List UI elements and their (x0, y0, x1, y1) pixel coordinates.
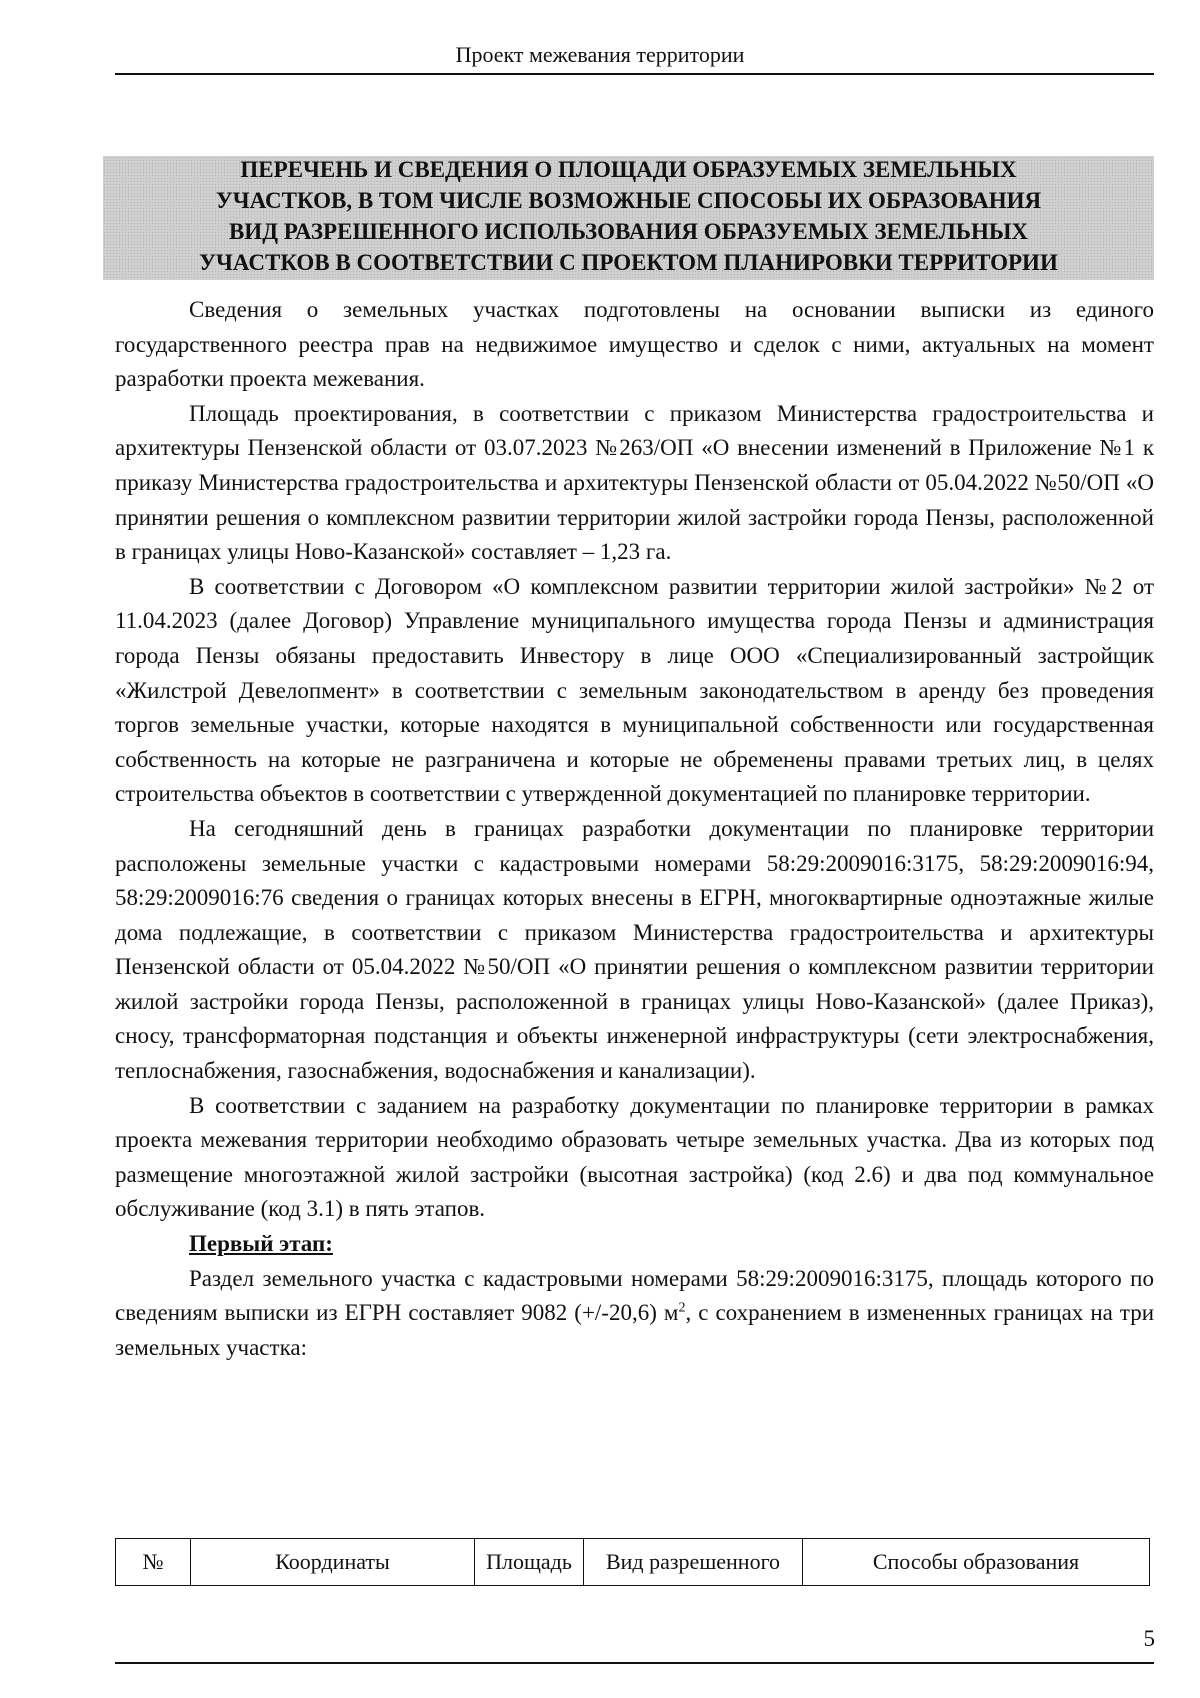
document-body (115, 293, 1154, 1365)
stage-heading-paragraph (115, 1227, 1154, 1262)
area-unit-superscript: 2 (678, 1300, 686, 1316)
section-heading-line: ПЕРЕЧЕНЬ И СВЕДЕНИЯ О ПЛОЩАДИ ОБРАЗУЕМЫХ ЗЕМЕЛЬНЫХ (240, 157, 1017, 182)
section-heading (103, 156, 1154, 280)
table-header-formation-method: Способы образования (803, 1539, 1150, 1586)
stage-paragraph (115, 1262, 1154, 1366)
section-heading-line: УЧАСТКОВ, В ТОМ ЧИСЛЕ ВОЗМОЖНЫЕ СПОСОБЫ ИХ ОБРАЗОВАНИЯ (215, 188, 1042, 213)
page-number: 5 (1143, 1626, 1155, 1651)
body-paragraph: Площадь проектирования, в соответствии с приказом Министерства градостроительства и архитектуры Пензенской области от 03.07.2023 №263/ОП «О внесении изменений в Приложение №1 к приказу Министерства градостроительства и архитектуры Пензенской области от 05.04.2022 №50/ОП «О принятии решения о комплексном развитии территории жилой застройки города Пензы, расположенной в границах улицы Ново-Казанской» составляет – 1,23 га. (115, 400, 1154, 565)
section-heading-line: ВИД РАЗРЕШЕННОГО ИСПОЛЬЗОВАНИЯ ОБРАЗУЕМЫХ ЗЕМЕЛЬНЫХ (228, 219, 1029, 244)
table-header-area: Площадь (475, 1539, 584, 1586)
header-divider (115, 73, 1154, 75)
table-header-coordinates: Координаты (191, 1539, 475, 1586)
page-header-title: Проект межевания территории (455, 42, 745, 67)
land-plots-table (115, 1538, 1150, 1586)
body-paragraph: В соответствии с Договором «О комплексном развитии территории жилой застройки» №2 от 11.04.2023 (далее Договор) Управление муниципального имущества города Пензы и администрация города Пензы обязаны предоставить Инвестору в лице ООО «Специализированный застройщик «Жилстрой Девелопмент» в соответствии с земельным законодательством в аренду без проведения торгов земельные участки, которые находятся в муниципальной собственности или государственная собственность на которые не разграничена и которые не обременены правами третьих лиц, в целях строительства объектов в соответствии с утвержденной документацией по планировке территории. (115, 573, 1154, 807)
body-paragraph: На сегодняшний день в границах разработки документации по планировке территории расположены земельные участки с кадастровыми номерами 58:29:2009016:3175, 58:29:2009016:94, 58:29:2009016:76 сведения о границах которых внесены в ЕГРН, многоквартирные одноэтажные жилые дома подлежащие, в соответствии с приказом Министерства градостроительства и архитектуры Пензенской области от 05.04.2022 №50/ОП «О принятии решения о комплексном развитии территории жилой застройки города Пензы, расположенной в границах улицы Ново-Казанской» (далее Приказ), сносу, трансформаторная подстанция и объекты инженерной инфраструктуры (сети электроснабжения, теплоснабжения, газоснабжения, водоснабжения и канализации). (115, 815, 1154, 1084)
section-heading-line: УЧАСТКОВ В СООТВЕТСТВИИ С ПРОЕКТОМ ПЛАНИРОВКИ ТЕРРИТОРИИ (199, 250, 1058, 275)
stage-heading: Первый этап: (189, 1231, 333, 1257)
table-header-number: № (116, 1539, 191, 1586)
table-header-row (116, 1539, 1150, 1586)
stage-paragraph-text-end: , с сохранением в измененных границах на три земельных участка: (115, 1300, 1154, 1360)
body-paragraph: Сведения о земельных участках подготовлены на основании выписки из единого государственного реестра прав на недвижимое имущество и сделок с ними, актуальных на момент разработки проекта межевания. (115, 297, 1154, 392)
table-header-permitted-use: Вид разрешенного (584, 1539, 803, 1586)
body-paragraph: В соответствии с заданием на разработку документации по планировке территории в рамках проекта межевания территории необходимо образовать четыре земельных участка. Два из которых под размещение многоэтажной жилой застройки (высотная застройка) (код 2.6) и два под коммунальное обслуживание (код 3.1) в пять этапов. (115, 1092, 1154, 1222)
footer-divider (115, 1662, 1154, 1664)
stage-paragraph-text: Раздел земельного участка с кадастровыми номерами 58:29:2009016:3175, площадь которого по сведениям выписки из ЕГРН составляет 9082 (+/-20,6) м (115, 1265, 1154, 1326)
